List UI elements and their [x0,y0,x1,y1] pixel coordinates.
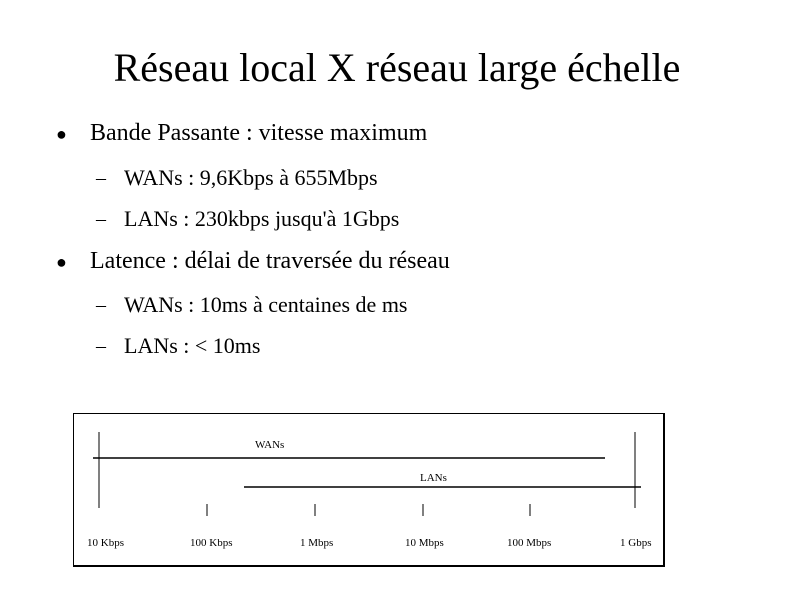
bullet-icon: ● [56,124,67,144]
slide-title: Réseau local X réseau large échelle [113,45,681,90]
scale-label: 10 Kbps [87,537,124,549]
scale-label: 100 Kbps [190,537,233,549]
dash-icon: – [96,167,106,189]
dash-icon: – [96,208,106,230]
scale-label: 1 Gbps [620,537,652,549]
bandwidth-scale-diagram [73,413,665,567]
dash-icon: – [96,294,106,316]
bullet-latency: Latence : délai de traversée du réseau [90,248,450,274]
scale-label: 10 Mbps [405,537,444,549]
subitem-latency-wan: WANs : 10ms à centaines de ms [124,292,408,317]
bullet-icon: ● [56,252,67,272]
subitem-bandwidth-wan: WANs : 9,6Kbps à 655Mbps [124,165,378,190]
subitem-bandwidth-lan: LANs : 230kbps jusqu'à 1Gbps [124,206,400,231]
scale-label: 1 Mbps [300,537,334,549]
scale-label: 100 Mbps [507,537,552,549]
subitem-latency-lan: LANs : < 10ms [124,333,261,358]
bullet-bandwidth: Bande Passante : vitesse maximum [90,120,428,146]
wan-label: WANs [255,439,285,451]
lan-label: LANs [420,472,447,484]
bandwidth-scale-svg [74,414,666,568]
dash-icon: – [96,335,106,357]
